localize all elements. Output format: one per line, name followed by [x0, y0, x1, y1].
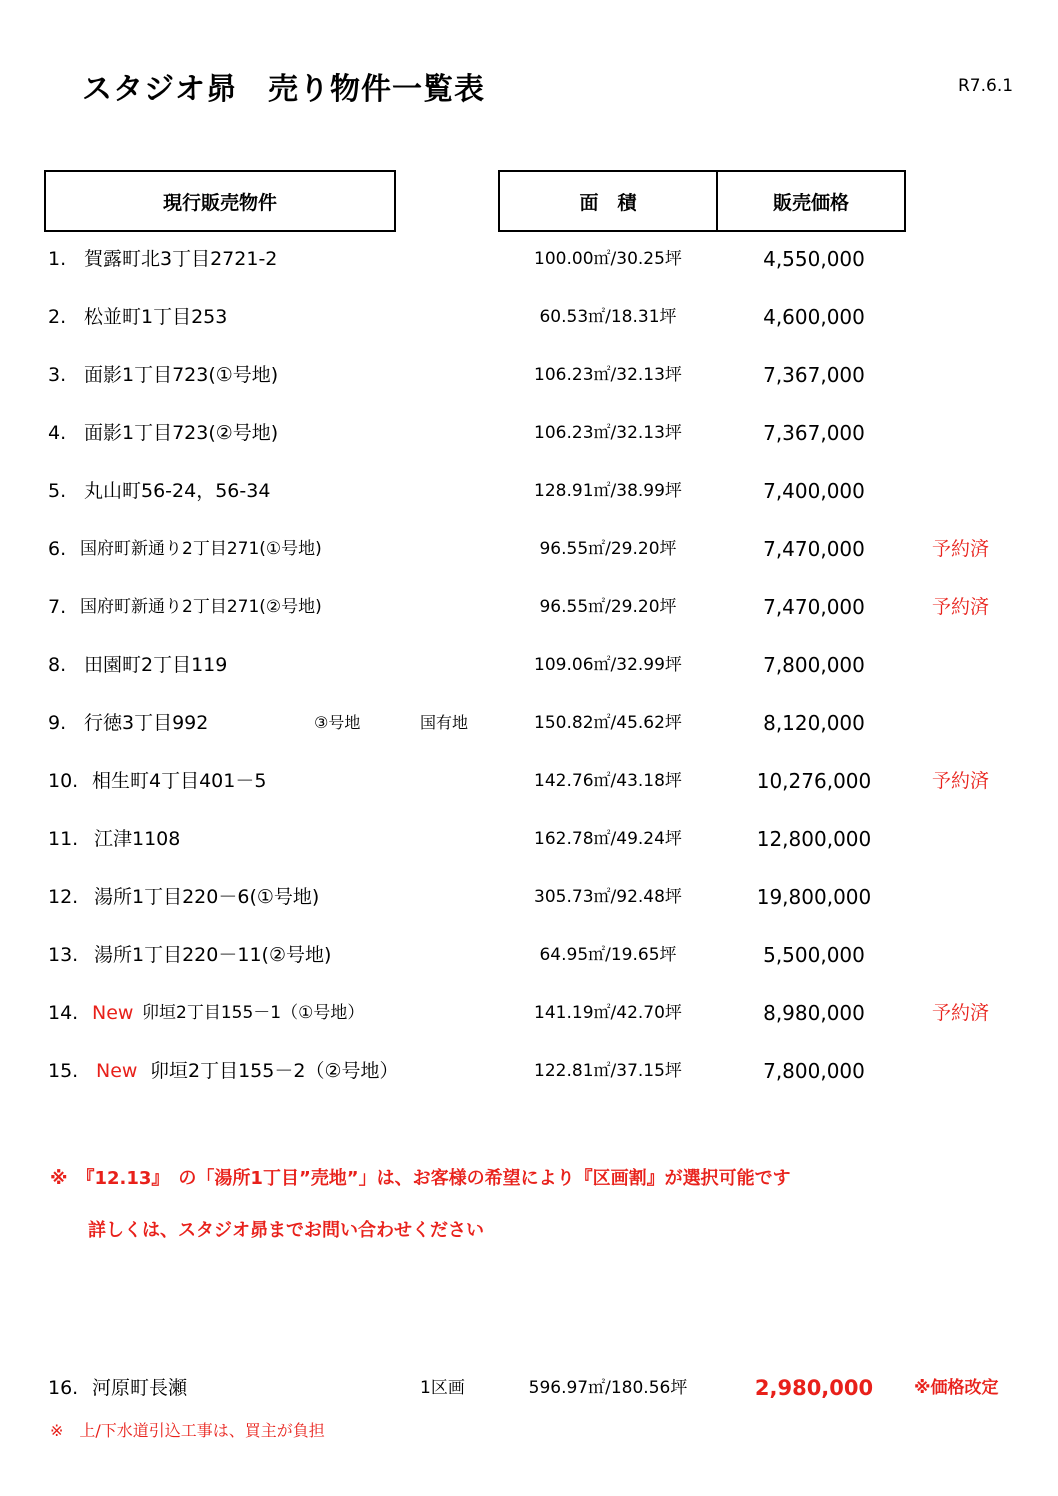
- note-sewer-cost: ※ 上/下水道引込工事は、買主が負担: [50, 1421, 325, 1440]
- row-address: 面影1丁目723(②号地): [84, 422, 279, 444]
- row-price: 7,800,000: [763, 653, 865, 677]
- row-price: 12,800,000: [756, 827, 872, 851]
- row-number: 10.: [48, 770, 79, 792]
- row-price: 10,276,000: [756, 769, 872, 793]
- table-row: [0, 413, 1058, 453]
- price-revised-badge: ※価格改定: [914, 1378, 999, 1398]
- row-area: 150.82㎡/45.62坪: [534, 713, 682, 733]
- row-address: 湯所1丁目220－11(②号地): [94, 944, 332, 966]
- row-area: 305.73㎡/92.48坪: [534, 887, 682, 907]
- row-number: 16.: [48, 1377, 79, 1399]
- row-area: 100.00㎡/30.25坪: [534, 249, 682, 269]
- row-number: 12.: [48, 886, 79, 908]
- table-row: [0, 297, 1058, 337]
- note-contact: 詳しくは、スタジオ昴までお問い合わせください: [88, 1220, 484, 1241]
- row-area: 122.81㎡/37.15坪: [534, 1061, 682, 1081]
- row-price: 7,367,000: [763, 363, 865, 387]
- header-area: 面 積: [498, 170, 718, 232]
- row-number: 11.: [48, 828, 79, 850]
- row-area: 96.55㎡/29.20坪: [539, 597, 677, 617]
- reserved-badge: 予約済: [932, 1002, 990, 1024]
- table-row: [0, 1051, 1058, 1091]
- row-number: 8.: [48, 654, 67, 676]
- row-price: 19,800,000: [756, 885, 872, 909]
- row-number: 15.: [48, 1060, 79, 1082]
- table-row: [0, 703, 1058, 743]
- row-price: 4,600,000: [763, 305, 865, 329]
- row-area: 596.97㎡/180.56坪: [528, 1378, 688, 1398]
- row-address: 面影1丁目723(①号地): [84, 364, 279, 386]
- table-row: [0, 355, 1058, 395]
- table-row: [0, 645, 1058, 685]
- row-number: 9.: [48, 712, 67, 734]
- table-row: [0, 819, 1058, 859]
- table-row: [0, 935, 1058, 975]
- row-area: 142.76㎡/43.18坪: [534, 771, 682, 791]
- row-price: 7,470,000: [763, 537, 865, 561]
- row-price: 5,500,000: [763, 943, 865, 967]
- header-current-listings: 現行販売物件: [44, 170, 396, 232]
- row-sections: 1区画: [420, 1378, 465, 1398]
- row-number: 2.: [48, 306, 67, 328]
- row-address: 湯所1丁目220－6(①号地): [94, 886, 320, 908]
- row-area: 128.91㎡/38.99坪: [534, 481, 682, 501]
- row-address: 国府町新通り2丁目271(①号地): [80, 539, 322, 559]
- row-lot-label: ③号地: [314, 713, 361, 732]
- row-price: 7,470,000: [763, 595, 865, 619]
- header-price: 販売価格: [716, 170, 906, 232]
- row-address: 松並町1丁目253: [84, 306, 228, 328]
- row-number: 13.: [48, 944, 79, 966]
- new-badge: New: [92, 1002, 134, 1024]
- page-title: スタジオ昴 売り物件一覧表: [82, 72, 485, 107]
- row-address: 丸山町56-24，56-34: [84, 480, 271, 502]
- row-area: 106.23㎡/32.13坪: [534, 365, 682, 385]
- row-address: 卯垣2丁目155－1（①号地）: [142, 1003, 365, 1023]
- row-number: 4.: [48, 422, 67, 444]
- row-price: 7,400,000: [763, 479, 865, 503]
- row-price: 7,367,000: [763, 421, 865, 445]
- table-row: [0, 587, 1058, 627]
- row-address: 江津1108: [94, 828, 181, 850]
- row-area: 60.53㎡/18.31坪: [539, 307, 677, 327]
- row-price: 4,550,000: [763, 247, 865, 271]
- row-address: 行徳3丁目992: [84, 712, 209, 734]
- row-address: 相生町4丁目401－5: [92, 770, 267, 792]
- row-address: 河原町長瀬: [92, 1377, 188, 1399]
- table-row: [0, 471, 1058, 511]
- table-row: [0, 239, 1058, 279]
- reserved-badge: 予約済: [932, 596, 990, 618]
- note-division-option: ※ 『12.13』 の「湯所1丁目”売地”」は、お客様の希望により『区画割』が選択可能です: [50, 1168, 791, 1189]
- row-address: 賀露町北3丁目2721-2: [84, 248, 278, 270]
- table-row: [0, 529, 1058, 569]
- table-row: [0, 877, 1058, 917]
- row-price: 7,800,000: [763, 1059, 865, 1083]
- reserved-badge: 予約済: [932, 770, 990, 792]
- row-number: 14.: [48, 1002, 79, 1024]
- issue-date: R7.6.1: [958, 76, 1014, 96]
- row-area: 109.06㎡/32.99坪: [534, 655, 682, 675]
- row-number: 3.: [48, 364, 67, 386]
- new-badge: New: [96, 1060, 138, 1082]
- row-address: 国府町新通り2丁目271(②号地): [80, 597, 322, 617]
- reserved-badge: 予約済: [932, 538, 990, 560]
- row-address: 田園町2丁目119: [84, 654, 228, 676]
- table-row: [0, 1368, 1058, 1408]
- row-price: 2,980,000: [754, 1376, 874, 1400]
- row-area: 96.55㎡/29.20坪: [539, 539, 677, 559]
- row-area: 106.23㎡/32.13坪: [534, 423, 682, 443]
- row-area: 64.95㎡/19.65坪: [539, 945, 677, 965]
- table-row: [0, 761, 1058, 801]
- row-number: 1.: [48, 248, 67, 270]
- row-address: 卯垣2丁目155－2（②号地）: [150, 1060, 399, 1082]
- row-price: 8,120,000: [763, 711, 865, 735]
- row-area: 162.78㎡/49.24坪: [534, 829, 682, 849]
- row-area: 141.19㎡/42.70坪: [534, 1003, 682, 1023]
- row-land-note: 国有地: [420, 713, 469, 732]
- row-number: 6.: [48, 538, 67, 560]
- table-row: [0, 993, 1058, 1033]
- row-price: 8,980,000: [763, 1001, 865, 1025]
- row-number: 7.: [48, 596, 67, 618]
- row-number: 5.: [48, 480, 67, 502]
